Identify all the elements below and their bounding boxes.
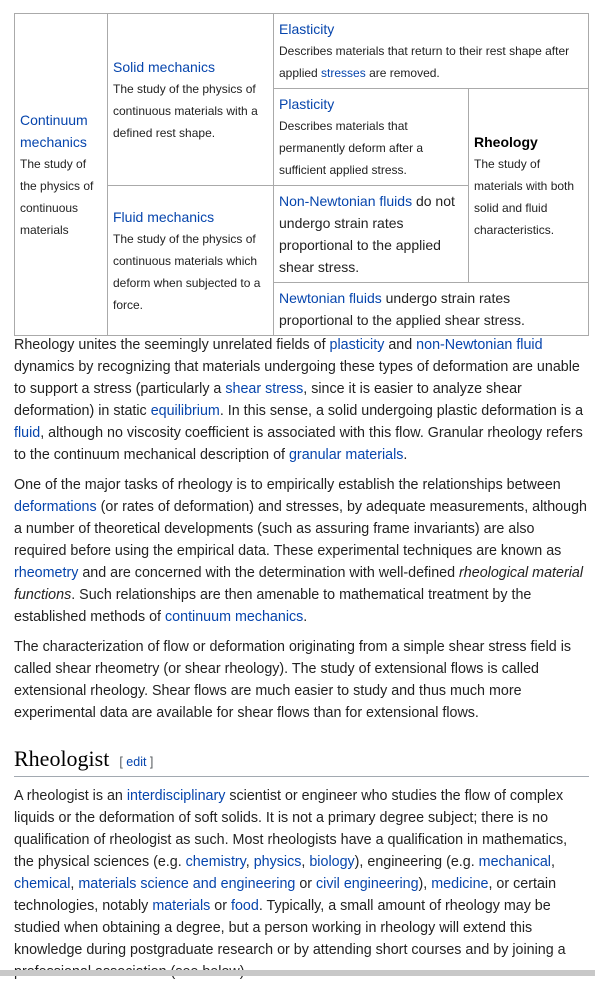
paragraph-4: [14, 785, 589, 983]
interdisciplinary-link[interactable]: interdisciplinary: [126, 788, 226, 804]
paragraph-1: [14, 334, 589, 466]
text: .: [303, 609, 308, 625]
civil-engineering-link[interactable]: civil engineering: [316, 876, 419, 892]
solid-desc: The study of the physics of continuous materials with a defined rest shape.: [113, 81, 258, 140]
newtonian-cell: [274, 283, 589, 336]
edit-section: [119, 755, 153, 769]
equilibrium-link[interactable]: equilibrium: [150, 403, 220, 419]
plasticity-link[interactable]: Plasticity: [279, 96, 335, 112]
text: . Such relationships are then amenable to mathematical treatment by the established methods of: [14, 587, 532, 625]
stresses-link[interactable]: stresses: [321, 66, 366, 80]
elasticity-desc-pre: Describes materials that return to their rest shape after applied: [279, 44, 570, 80]
text: A rheologist is an: [14, 788, 127, 804]
solid-mechanics-link[interactable]: Solid mechanics: [113, 58, 215, 75]
deformations-link[interactable]: deformations: [14, 499, 97, 515]
text: or: [295, 876, 317, 892]
fluid-link[interactable]: fluid: [14, 425, 41, 441]
continuum-desc: The study of the physics of continuous materials: [20, 156, 94, 237]
bracket: [: [119, 755, 127, 769]
italic-text: rheological material functions: [14, 565, 584, 603]
paragraph-2: [14, 474, 589, 628]
chemical-link[interactable]: chemical: [14, 876, 71, 892]
text: .: [403, 447, 408, 463]
rheology-desc: The study of materials with both solid and fluid characteristics.: [474, 156, 575, 237]
text: or: [210, 898, 231, 914]
biology-link[interactable]: biology: [309, 854, 355, 870]
chemistry-link[interactable]: chemistry: [185, 854, 246, 870]
text: and are concerned with the determination with well-defined: [78, 565, 460, 581]
paragraph-3: The characterization of flow or deformation originating from a simple shear stress field is called shear rheometry (or shear rheology). The study of extensional flows is called extensional rheology. Shear flows are much easier to study and thus much more experimental data are available for shear flows than for extensional flows.: [14, 639, 572, 721]
elasticity-link[interactable]: Elasticity: [279, 21, 335, 37]
fluid-mechanics-link[interactable]: Fluid mechanics: [113, 208, 215, 225]
text: scientist or engineer who studies the flow of complex liquids or the deformation of soft solids. It is not a primary degree subject; there is no qualification of rheologist as such. Most rheologists have a qualification in mathematics, the physical sciences (e.g.: [14, 788, 568, 870]
newtonian-fluids-link[interactable]: Newtonian fluids: [279, 290, 382, 306]
elasticity-cell: [274, 14, 589, 89]
medicine-link[interactable]: medicine: [431, 876, 489, 892]
text: (or rates of deformation) and stresses, by adequate measurements, although a number of theoretical developments (such as assuring frame invariants) are also required before using the empirical data. These experimental techniques are known as: [14, 499, 587, 559]
newtonian-text: undergo strain rates proportional to the applied shear stress.: [279, 290, 525, 328]
shear-stress-link[interactable]: shear stress: [225, 381, 304, 397]
materials-science-link[interactable]: materials science and engineering: [78, 876, 296, 892]
text: , since it is easier to analyze shear deformation) in static: [14, 381, 522, 419]
bracket: ]: [146, 755, 154, 769]
fluid-cell: [108, 186, 274, 336]
non-newtonian-cell: [274, 186, 469, 283]
physics-link[interactable]: physics: [253, 854, 302, 870]
materials-link[interactable]: materials: [152, 898, 211, 914]
non-newtonian-text: do not undergo strain rates proportional to the applied shear stress.: [279, 193, 455, 275]
continuum-cell: [15, 14, 108, 336]
rheology-cell: [469, 89, 589, 283]
elasticity-desc-post: are removed.: [365, 66, 440, 80]
continuum-mechanics-table: [14, 13, 589, 336]
continuum-mechanics-inline-link[interactable]: continuum mechanics: [165, 609, 304, 625]
plasticity-inline-link[interactable]: plasticity: [329, 337, 385, 353]
section-title: Rheologist: [14, 746, 110, 771]
continuum-mechanics-link[interactable]: Continuum mechanics: [20, 111, 88, 150]
text: and: [384, 337, 417, 353]
text: , or certain technologies, notably: [14, 876, 557, 914]
text: ,: [550, 854, 555, 870]
bottom-scrollbar[interactable]: [0, 970, 595, 976]
edit-link[interactable]: edit: [126, 755, 147, 769]
non-newtonian-fluid-link[interactable]: non-Newtonian fluid: [416, 337, 543, 353]
mechanical-link[interactable]: mechanical: [478, 854, 551, 870]
text: dynamics by recognizing that materials undergoing these types of deformation are unable to support a stress (particularly a: [14, 359, 580, 397]
text: ), engineering (e.g.: [354, 854, 479, 870]
section-heading: [14, 746, 589, 777]
text: One of the major tasks of rheology is to empirically establish the relationships between: [14, 477, 561, 493]
granular-materials-link[interactable]: granular materials: [288, 447, 404, 463]
text: Rheology unites the seemingly unrelated fields of: [14, 337, 330, 353]
food-link[interactable]: food: [230, 898, 259, 914]
plasticity-cell: [274, 89, 469, 186]
text: ,: [301, 854, 310, 870]
text: . In this sense, a solid undergoing plastic deformation is a: [219, 403, 584, 419]
text: ),: [418, 876, 432, 892]
plasticity-desc: Describes materials that permanently deform after a sufficient applied stress.: [279, 119, 424, 177]
text: , although no viscosity coefficient is associated with this flow. Granular rheology refers to the continuum mechanical description of: [14, 425, 583, 463]
text: . Typically, a small amount of rheology may be studied when obtaining a degree, but a person working in rheology will extend this knowledge during postgraduate research or by attending short courses and by joining a: [14, 898, 566, 958]
rheology-title: Rheology: [474, 133, 538, 150]
rheometry-link[interactable]: rheometry: [14, 565, 79, 581]
fluid-desc: The study of the physics of continuous materials which deform when subjected to a force.: [113, 231, 261, 312]
non-newtonian-fluids-link[interactable]: Non-Newtonian fluids: [279, 193, 413, 209]
solid-cell: [108, 14, 274, 186]
text: ,: [245, 854, 254, 870]
text: ,: [70, 876, 79, 892]
article-body: [14, 334, 589, 991]
